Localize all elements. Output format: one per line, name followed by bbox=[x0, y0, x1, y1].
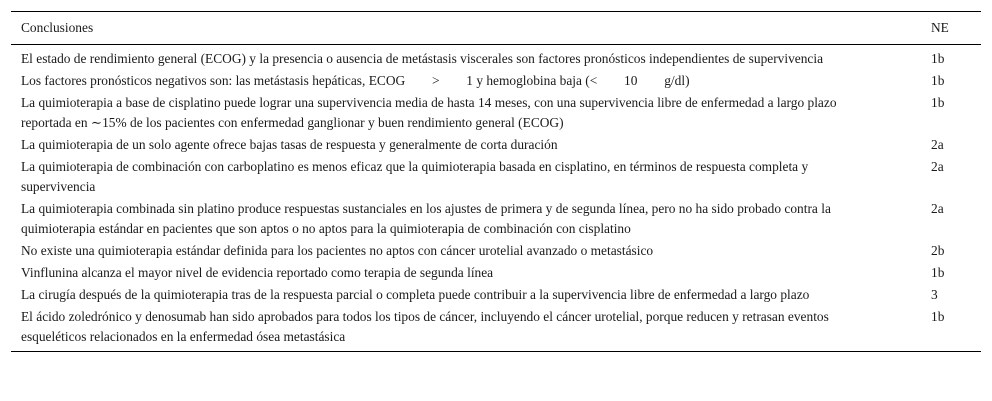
evidence-level-cell: 1b bbox=[931, 73, 945, 88]
evidence-level-cell: 2a bbox=[931, 137, 944, 152]
table-row bbox=[11, 306, 981, 352]
table-row bbox=[11, 92, 981, 134]
conclusion-cell: El ácido zoledrónico y denosumab han sido aprobados para todos los tipos de cáncer, incluyendo el cáncer urotelial, porque reducen y retrasan eventos esqueléticos relacionados en la enfermedad ósea metastásica bbox=[21, 309, 829, 344]
table-row bbox=[11, 156, 981, 198]
evidence-level-cell: 1b bbox=[931, 309, 945, 324]
table-body bbox=[11, 45, 981, 352]
header-conclusions: Conclusiones bbox=[21, 20, 94, 35]
evidence-level-cell: 2a bbox=[931, 201, 944, 216]
table-row bbox=[11, 70, 981, 92]
header-row bbox=[11, 12, 981, 45]
conclusion-cell: No existe una quimioterapia estándar definida para los pacientes no aptos con cáncer urotelial avanzado o metastásico bbox=[21, 243, 654, 258]
evidence-level-cell: 2b bbox=[931, 243, 945, 258]
table-row bbox=[11, 134, 981, 156]
conclusion-cell: Los factores pronósticos negativos son: las metástasis hepáticas, ECOG > 1 y hemoglobina baja (< 10 g/dl) bbox=[21, 73, 690, 88]
conclusion-cell: Vinflunina alcanza el mayor nivel de evidencia reportado como terapia de segunda línea bbox=[21, 265, 494, 280]
conclusions-table-container bbox=[11, 11, 981, 352]
evidence-level-cell: 1b bbox=[931, 265, 945, 280]
evidence-level-cell: 2a bbox=[931, 159, 944, 174]
header-ne: NE bbox=[931, 20, 949, 35]
table-row bbox=[11, 262, 981, 284]
conclusion-cell: La cirugía después de la quimioterapia tras de la respuesta parcial o completa puede contribuir a la supervivencia libre de enfermedad a largo plazo bbox=[21, 287, 810, 302]
evidence-level-cell: 3 bbox=[931, 287, 938, 302]
conclusions-table bbox=[11, 11, 981, 352]
table-row bbox=[11, 284, 981, 306]
conclusion-cell: El estado de rendimiento general (ECOG) y la presencia o ausencia de metástasis viscerales son factores pronósticos independientes de supervivencia bbox=[21, 51, 824, 66]
conclusion-cell: La quimioterapia combinada sin platino produce respuestas sustanciales en los ajustes de primera y de segunda línea, pero no ha sido probado contra la quimioterapia estándar en pacientes que son aptos o no aptos para la quimioterapia de combinación con cisplatino bbox=[21, 201, 831, 236]
conclusion-cell: La quimioterapia de combinación con carboplatino es menos eficaz que la quimioterapia basada en cisplatino, en términos de respuesta completa y supervivencia bbox=[21, 159, 809, 194]
table-row bbox=[11, 198, 981, 240]
conclusion-cell: La quimioterapia a base de cisplatino puede lograr una supervivencia media de hasta 14 meses, con una supervivencia libre de enfermedad a largo plazo reportada en ∼15% de los pacientes con enfermedad ganglionar y buen rendimiento general (ECOG) bbox=[21, 95, 837, 130]
table-header bbox=[11, 12, 981, 45]
table-row bbox=[11, 45, 981, 71]
conclusion-cell: La quimioterapia de un solo agente ofrece bajas tasas de respuesta y generalmente de corta duración bbox=[21, 137, 558, 152]
evidence-level-cell: 1b bbox=[931, 51, 945, 66]
table-row bbox=[11, 240, 981, 262]
evidence-level-cell: 1b bbox=[931, 95, 945, 110]
